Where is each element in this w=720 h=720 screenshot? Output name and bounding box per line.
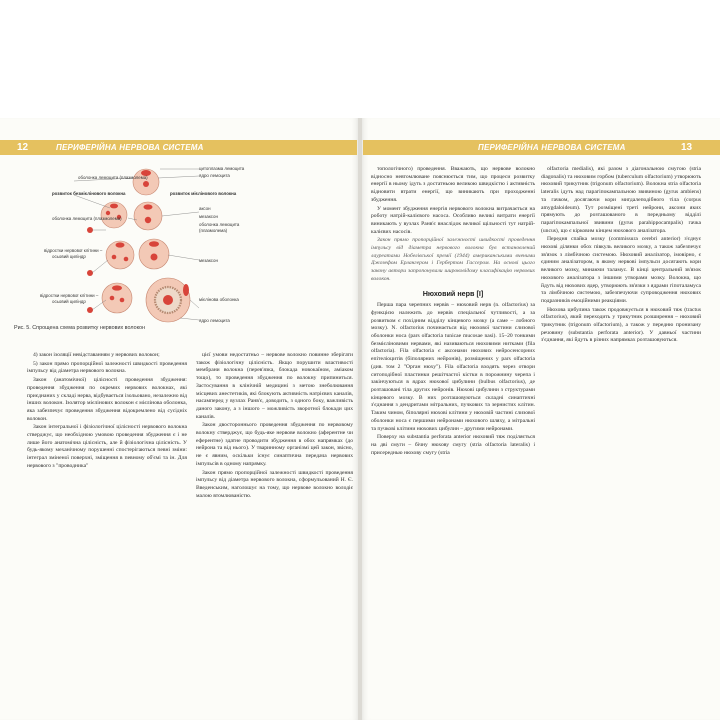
paragraph: Поверху на substantia perforata anterior нюховий тяж поділяється на дві смуги – бічну нюхову смугу (stria olfactoria lateralis) і присереднью нюхову смугу (stria — [371, 434, 535, 456]
right-page-column-2 — [541, 166, 701, 672]
figure-label-lemocyte-membrane-right: оболонка лемоцита — [199, 222, 240, 227]
page-number-right: 13 — [681, 142, 693, 153]
paragraph: olfactoria medialis), які разом з діагональною смугою (stria diagonalis) та нюховим горбом (tuberculum olfactorium) утворюють нюховий трикутник (trigonum olfactorium). Волокна stria olfactoria lateralis ідуть над парагіпокампальною звивиною (gyrus ambiens) та гачком, досягаючи кори мигдалеподібного тіла (corpus amygdaloideum). Тут розміщені треті нейрони, аксони яких прямують до розташованого в передньому відділі парагіпокампальної звивини (gyrus parahippocampalis) гачка (uncus), що є кірковим кінцем нюхового аналізатора. — [541, 166, 701, 234]
paragraph: Нюхова цибулина також продовжується в нюховий тяж (tractus olfactorius), який переходить у трикутник розширення – нюховий трикутник (trigonum olfactorium), а також у передню пронизану речовину (substantia perforata anterior). У давньої частини з'єднання, які йдуть в різних напрямках розташовуються. — [541, 306, 701, 344]
paragraph: Закон інтегральної і фізіологічної цілісності нервового волокна стверджує, що необхідною умовою проведення збудження є і не лише його анатомічна цілісність, але й фізіологічна цілісність. У будь-якому механічному порушенні спостерігаються певні зміни: інтеграл зміненої поверхні, зміщення в певному об'ємі та ін. Для нервового з "проводника" — [27, 424, 187, 469]
figure-label-lemocyte-nucleus-top: ядро лемоцита — [199, 173, 230, 178]
figure-label-neuron-processes-mid: відростки нервової клітини – — [44, 248, 103, 253]
figure-label-lemocyte-membrane-mid: оболонка лемоцита (плазмолема) — [52, 216, 122, 221]
paragraph: Закон (анатомічної) цілісності проведення збудження: проведення збудження по окремих нервових волокнах, які приєднаних у складі нерва, відбувається ізольовано, незалежно від інших волокон. Ізолятор мієлінових волокон є мієлінова оболонка, яка забезпечує проведення збудження відокремлено від сусідніх волокон. — [27, 377, 187, 422]
figure-label-axial-cylinder-bottom: осьовий циліндр — [52, 299, 86, 304]
figure-label-mesaxon-lower: мезаксон — [199, 258, 218, 263]
left-page-column-2 — [196, 352, 353, 668]
figure-caption: Рис. 5. Спрощена схема розвитку нервових волокон — [14, 325, 145, 331]
figure-label-lemocyte-nucleus-bottom: ядро лемоцита — [199, 318, 230, 323]
figure-label-neuron-processes-bottom: відростки нервової клітини – — [40, 293, 99, 298]
running-head-left: ПЕРИФЕРІЙНА НЕРВОВА СИСТЕМА — [56, 143, 204, 152]
page-number-left: 12 — [17, 142, 29, 153]
figure-label-axon: аксон — [199, 206, 211, 211]
figure-label-plasmalemma-right: (плазмолема) — [199, 228, 228, 233]
paragraph: Закон двостороннього проведення збудження по нервовому волокну стверджує, що будь-яке нервове волокно (аферентне чи еферентне) здатне проводити збудження в обох напрямках (до нейрона та від нього). У тваринному організмі цей закон, звісно, не є явним, оскільки існує синаптична передача нервових імпульсів в одному напрямку. — [196, 422, 353, 467]
left-page-column-1 — [27, 352, 187, 668]
paragraph: У момент збудження енергія нервового волокна витрачається на роботу натрій-калієвого насоса. Особливо великі витрати енергії виникають у вузлах Ранв'є внаслідок великої щільності тут натрій-калієвих насосів. — [371, 205, 535, 235]
running-head-right: ПЕРИФЕРІЙНА НЕРВОВА СИСТЕМА — [478, 143, 626, 152]
paragraph: цієї умови недостатньо – нервове волокно повинне зберігати також фізіологічну цілісність. Якщо порушити властивості мембрани волокна (перев'язка, блокада новокаїном, аміаком тощо), то проведення збудження по волокну припиниться. Застосування в клінічній медицині з метою знеболювання місцевих анестетиків, які блокують активність натрієвих каналів, насамперед у вузлах Ранв'є, доводить, з одного боку, важливість даного закону, а з іншого – можливість зворотної блокади цих каналів. — [196, 352, 353, 420]
figure-label-unmyelinated-development: розвиток безмієлінового волокна — [52, 191, 126, 196]
figure-label-myelin-sheath: мієлінова оболонка — [199, 297, 239, 302]
figure-label-axial-cylinder-mid: осьовий циліндр — [52, 254, 86, 259]
section-title: Нюховий нерв [I] — [422, 288, 484, 298]
paragraph: 4) закон ізоляції невідставанням у нервових волокон; — [33, 352, 160, 358]
figure-label-lemocyte-cytoplasm: цитоплазма лемоцита — [199, 166, 245, 171]
figure-label-myelinated-development: розвиток мієлінового волокна — [170, 191, 237, 196]
paragraph: Перша пара черепних нервів – нюховий нерв (n. olfactorius) за функцією належить до нервів спеціальної чутливості, а за розвитком є похідним відділу кінцевого мозку (а саме – лобного мозку). N. olfactorius починається від нюхової частини слизової оболонки носа (pars olfactoria tunicae mucosae nasi). 15–20 тонкими безмієліновими нервами, які називаються нюховими нитками (fila olfactoria). Fila olfactoria є аксонами нюхових нейросенсорних епітеліоцитів (біполярних нейронів), розміщених у pars olfactoria (див. том 2 "Орган нюху"). Fila olfactoria входять через отвори ситоподібної пластинки решітчастої кістки в порожнину черепа і закінчуються в ядрах нюхової цибулини (bulbus olfactorius), де розташовані тіла других нейронів. Нюхові цибулини з структурами кінцевого мозку. В них розташовуються складні синаптичні з'єднання з дендритами мітральних, пучкових та зернистих клітин. Таким чином, біполярні нюхові клітини у нюховій частині слизової оболонки носа є першими нейронами нюхового шляху, а мітральні та пучкові клітини нюхових цибулин – другими нейронами. — [371, 302, 535, 432]
right-page-column-1 — [371, 166, 535, 672]
book-spine — [358, 118, 362, 720]
paragraph: Закон прямо пропорційної залежності швидкості проведення імпульсу від діаметра нервового волокна був встановлений лауреатами Нобелівської премії (1944) американськими вченими Джозефом Ерлангером і Гербертом Гассером. На основі цього закону автори запропонували широковідому класифікацію нервових волокон. — [371, 237, 535, 282]
figure-label-mesaxon-right: мезаксон — [199, 214, 218, 219]
figure-label-lemocyte-membrane-top: оболонка лемоцита (плазмолема) — [78, 175, 148, 180]
paragraph: Передня спайка мозку (commissura cerebri anterior) з'єднує нюхові ділянки обох півкуль великого мозку, а також забезпечує зв'язок з лімбічною системою. Нюховий аналізатор, імовірно, є єдиним аналізатором, в якому нервові імпульси досягають кори великого мозку, минаючи таламус. В кінці центральний зв'язок нюхового аналізатора з іншими утворами мозку. Волокна, що йдуть від нюхових ядер, утворюють зв'язки з ядрами гіпоталамуса та лімбічною системою, забезпечуючи супроводження нюхових подразників емоційними реакціями. — [541, 236, 701, 304]
paragraph: топологічного) проведення. Вважають, що нервове волокно відносно невтомлюване пояснюється тим, що процеси розвитку енергії в ньому ідуть з достатньою великою швидкістю і активність відновити втрати енергії, що виникають при проходженні збудження. — [371, 166, 535, 203]
paragraph: Закон прямо пропорційної залежності швидкості проведення імпульсу від діаметра нервового волокна, сформульований Н. Є. Введенським, наголошує на тому, що нервове волокно володіє малою втомлюваністю. — [196, 469, 353, 499]
paragraph: 5) закон прямо пропорційної залежності швидкості проведення імпульсу від діаметра нервового волокна. — [27, 360, 187, 375]
